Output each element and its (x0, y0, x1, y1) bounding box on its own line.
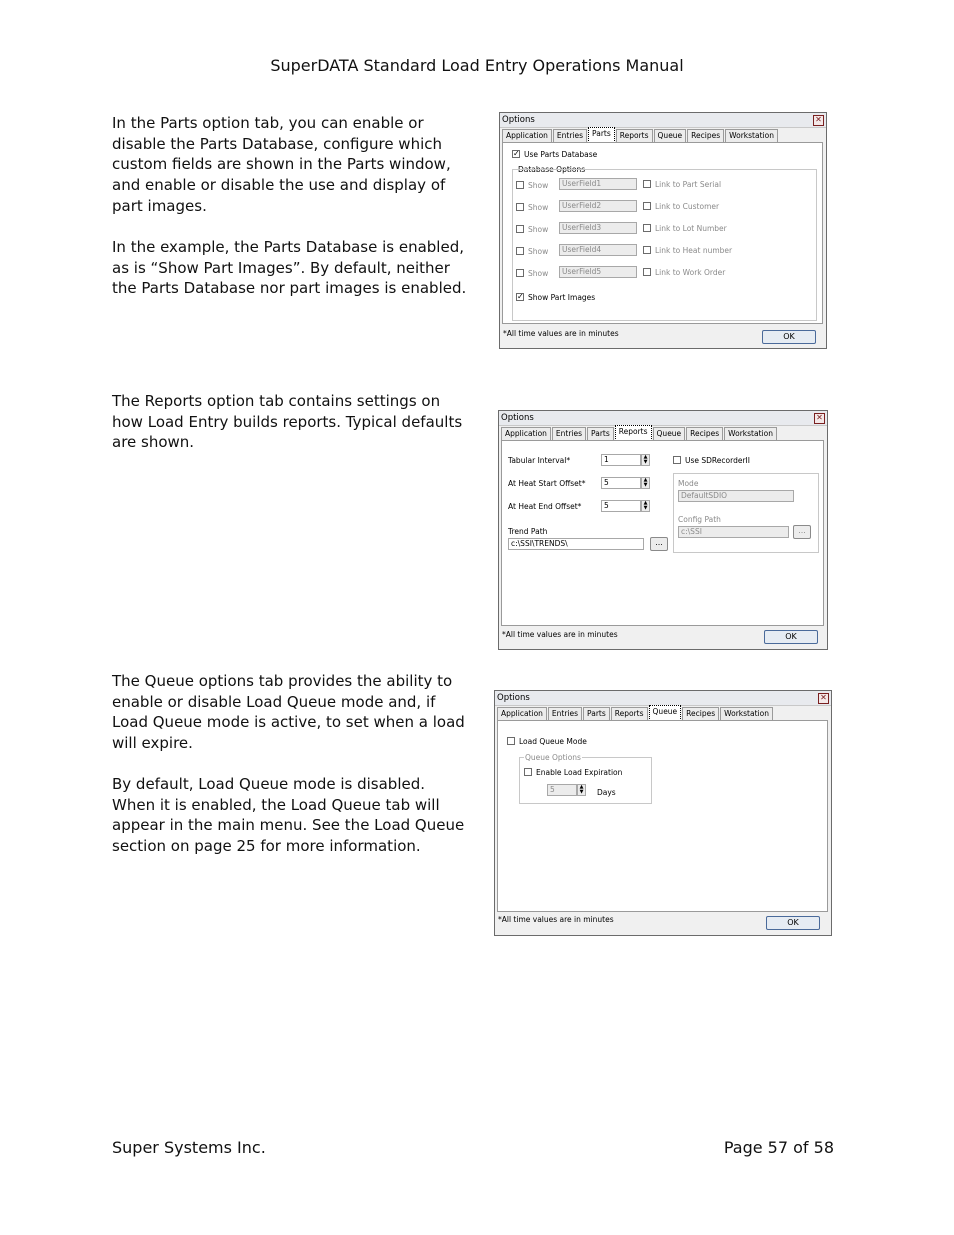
trend-path-label: Trend Path (508, 527, 548, 536)
enable-expiration-label: Enable Load Expiration (536, 768, 623, 777)
show-field-5-checkbox[interactable] (516, 269, 524, 277)
title-bar (499, 411, 827, 426)
reports-panel (501, 440, 824, 626)
tab-application[interactable]: Application (502, 129, 552, 142)
heat-start-offset-label: At Heat Start Offset* (508, 479, 586, 488)
tab-application[interactable]: Application (497, 707, 547, 720)
link-customer-checkbox[interactable] (643, 202, 651, 210)
use-parts-db-label: Use Parts Database (524, 150, 598, 159)
heat-start-offset-spinner[interactable]: ▲ ▼ (641, 477, 650, 489)
queue-keyword: Queue (144, 672, 194, 690)
close-icon[interactable]: ✕ (818, 693, 829, 704)
queue-paragraph-2: By default, Load Queue mode is disabled. When it is enabled, the Load Queue tab will appear in the main menu. See the Load Queue section on page 25 for more information. (112, 775, 465, 856)
config-path-label: Config Path (678, 515, 721, 524)
tab-parts[interactable]: Parts (587, 427, 614, 440)
expiration-days-input[interactable]: 5 (547, 784, 577, 796)
heat-end-offset-label: At Heat End Offset* (508, 502, 582, 511)
queue-paragraph-1: The Queue options tab provides the ability to enable or disable Load Queue mode and, if Load Queue mode is active, to set when a load will expire. (112, 672, 465, 753)
link-lot-number-label: Link to Lot Number (655, 224, 727, 233)
userfield-4-input[interactable]: UserField4 (559, 244, 637, 256)
close-icon[interactable]: ✕ (814, 413, 825, 424)
mode-select[interactable]: DefaultSDIO (678, 490, 794, 502)
heat-start-offset-input[interactable]: 5 (601, 477, 641, 489)
link-work-order-checkbox[interactable] (643, 268, 651, 276)
show-label: Show (528, 181, 549, 190)
reports-keyword: Reports (144, 392, 203, 410)
show-label: Show (528, 225, 549, 234)
use-parts-db-checkbox[interactable]: ✓ (513, 149, 520, 158)
tab-recipes[interactable]: Recipes (686, 427, 723, 440)
show-field-4-checkbox[interactable] (516, 247, 524, 255)
heat-end-offset-spinner[interactable]: ▲ ▼ (641, 500, 650, 512)
userfield-1-input[interactable]: UserField1 (559, 178, 637, 190)
tabular-interval-input[interactable]: 1 (601, 454, 641, 466)
days-label: Days (597, 788, 616, 797)
show-field-3-checkbox[interactable] (516, 225, 524, 233)
ok-button[interactable]: OK (766, 916, 820, 930)
config-path-input[interactable]: c:\SSI (678, 526, 789, 538)
trend-path-browse-button[interactable]: ... (650, 537, 668, 551)
show-part-images-label: Show Part Images (528, 293, 596, 302)
dialog-title: Options (497, 693, 530, 703)
tab-recipes[interactable]: Recipes (682, 707, 719, 720)
time-values-note: *All time values are in minutes (498, 915, 614, 924)
title-bar (495, 691, 831, 706)
load-queue-mode-label: Load Queue Mode (519, 737, 587, 746)
tab-reports[interactable]: Reports (615, 425, 652, 441)
tab-workstation[interactable]: Workstation (724, 427, 777, 440)
expiration-days-spinner[interactable]: ▲ ▼ (577, 784, 586, 796)
tab-queue[interactable]: Queue (654, 129, 687, 142)
tab-strip (497, 707, 774, 720)
parts-options-dialog (499, 112, 827, 349)
tab-application[interactable]: Application (501, 427, 551, 440)
tab-queue[interactable]: Queue (649, 705, 682, 721)
show-field-1-checkbox[interactable] (516, 181, 524, 189)
link-part-serial-label: Link to Part Serial (655, 180, 722, 189)
userfield-5-input[interactable]: UserField5 (559, 266, 637, 278)
tab-entries[interactable]: Entries (548, 707, 582, 720)
close-icon[interactable]: ✕ (813, 115, 824, 126)
tab-entries[interactable]: Entries (552, 427, 586, 440)
queue-options-group (519, 757, 652, 804)
trend-path-input[interactable]: c:\SSI\TRENDS\ (508, 538, 644, 550)
tabular-interval-label: Tabular Interval* (508, 456, 571, 465)
show-label: Show (528, 203, 549, 212)
title-bar (500, 113, 826, 128)
link-customer-label: Link to Customer (655, 202, 720, 211)
link-lot-number-checkbox[interactable] (643, 224, 651, 232)
database-options-label: Database Options (518, 165, 586, 174)
mode-label: Mode (678, 479, 699, 488)
parts-panel (502, 142, 823, 324)
dialog-title: Options (501, 413, 534, 423)
queue-panel (497, 720, 828, 912)
tab-workstation[interactable]: Workstation (725, 129, 778, 142)
show-field-2-checkbox[interactable] (516, 203, 524, 211)
ok-button[interactable]: OK (762, 330, 816, 344)
show-label: Show (528, 247, 549, 256)
link-work-order-label: Link to Work Order (655, 268, 726, 277)
load-queue-mode-checkbox[interactable] (507, 737, 515, 745)
show-label: Show (528, 269, 549, 278)
parts-paragraph-1: In the Parts option tab, you can enable or disable the Parts Database, configure which custom fields are shown in the Parts window, and enable or disable the use and display of part images. (112, 114, 451, 215)
tab-queue[interactable]: Queue (653, 427, 686, 440)
link-heat-number-label: Link to Heat number (655, 246, 733, 255)
config-path-browse-button[interactable]: ... (793, 525, 811, 539)
time-values-note: *All time values are in minutes (502, 630, 618, 639)
ok-button[interactable]: OK (764, 630, 818, 644)
reports-options-dialog (498, 410, 828, 650)
tab-workstation[interactable]: Workstation (720, 707, 773, 720)
tab-reports[interactable]: Reports (611, 707, 648, 720)
footer-page-number: Page 57 of 58 (723, 1138, 834, 1157)
dialog-title: Options (502, 115, 535, 125)
heat-end-offset-input[interactable]: 5 (601, 500, 641, 512)
tab-strip (502, 129, 779, 142)
queue-options-label: Queue Options (525, 753, 581, 762)
tab-parts[interactable]: Parts (583, 707, 610, 720)
use-sdrecorder-label: Use SDRecorderII (685, 456, 750, 465)
footer-company: Super Systems Inc. (112, 1138, 266, 1157)
tabular-interval-spinner[interactable]: ▲ ▼ (641, 454, 650, 466)
tab-recipes[interactable]: Recipes (687, 129, 724, 142)
enable-expiration-checkbox[interactable] (524, 768, 532, 776)
tab-entries[interactable]: Entries (553, 129, 587, 142)
link-heat-number-checkbox[interactable] (643, 246, 651, 254)
reports-paragraph-1: The Reports option tab contains settings on how Load Entry builds reports. Typical defaults are shown. (112, 392, 463, 452)
page-header: SuperDATA Standard Load Entry Operations Manual (270, 56, 684, 75)
userfield-2-input[interactable]: UserField2 (559, 200, 637, 212)
userfield-3-input[interactable]: UserField3 (559, 222, 637, 234)
show-part-images-checkbox[interactable]: ✓ (517, 292, 524, 301)
time-values-note: *All time values are in minutes (503, 329, 619, 338)
tab-parts[interactable]: Parts (588, 127, 615, 143)
queue-options-dialog (494, 690, 832, 936)
tab-reports[interactable]: Reports (616, 129, 653, 142)
tab-strip (501, 427, 778, 440)
parts-keyword: Parts (160, 114, 198, 132)
use-sdrecorder-checkbox[interactable] (673, 456, 681, 464)
link-part-serial-checkbox[interactable] (643, 180, 651, 188)
parts-paragraph-2: In the example, the Parts Database is enabled, as is “Show Part Images”. By default, neither the Parts Database nor part images is enabled. (112, 238, 467, 298)
